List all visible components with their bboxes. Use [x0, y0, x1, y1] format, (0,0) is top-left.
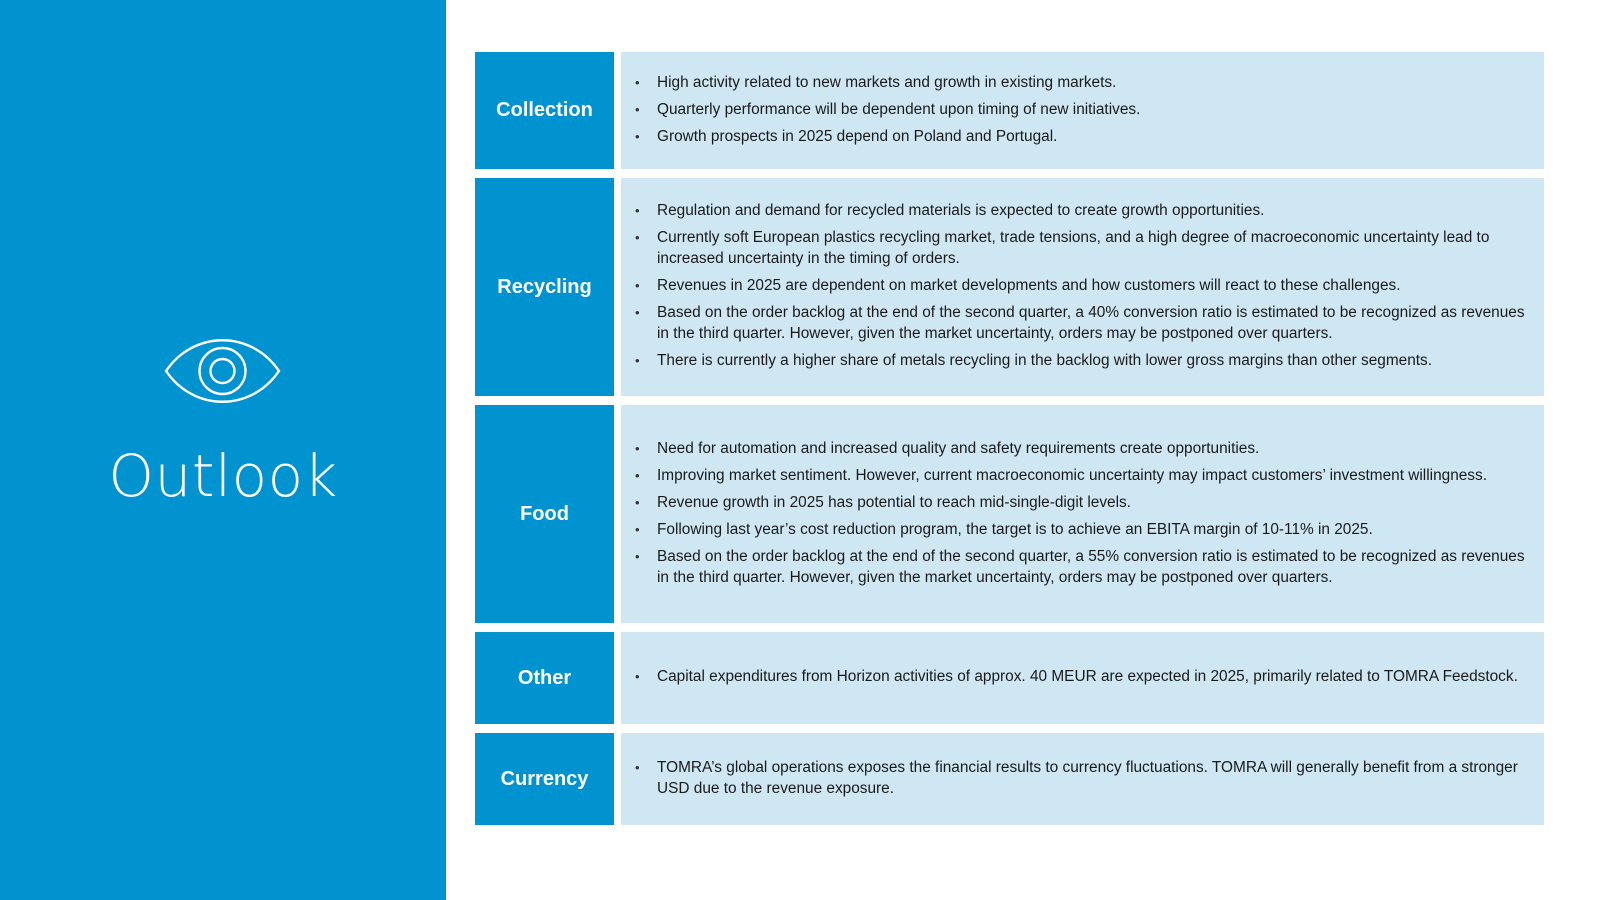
bullet-item: • Based on the order backlog at the end of the second quarter, a 40% conversion ratio is estimated to be recognized as revenues in the third quarter. However, given the market uncertainty, orders may be postponed over quarters. [633, 302, 1532, 344]
outlook-row-food [475, 405, 1544, 623]
left-panel [0, 0, 446, 900]
row-label: Other [475, 632, 614, 724]
bullet-item: • Revenues in 2025 are dependent on market developments and how customers will react to these challenges. [633, 275, 1532, 296]
bullet-list [633, 435, 1532, 594]
row-content [621, 632, 1544, 724]
row-content [621, 178, 1544, 396]
bullet-item: • Currently soft European plastics recycling market, trade tensions, and a high degree of macroeconomic uncertainty lead to increased uncertainty in the timing of orders. [633, 227, 1532, 269]
bullet-item: • Following last year’s cost reduction program, the target is to achieve an EBITA margin of 10-11% in 2025. [633, 519, 1532, 540]
bullet-item: • Improving market sentiment. However, current macroeconomic uncertainty may impact customers’ investment willingness. [633, 465, 1532, 486]
bullet-item: • TOMRA’s global operations exposes the financial results to currency fluctuations. TOMRA will generally benefit from a stronger USD due to the revenue exposure. [633, 757, 1532, 799]
bullet-item: • High activity related to new markets and growth in existing markets. [633, 72, 1532, 93]
row-label: Food [475, 405, 614, 623]
row-content [621, 405, 1544, 623]
row-label: Collection [475, 52, 614, 169]
bullet-item: • Capital expenditures from Horizon activities of approx. 40 MEUR are expected in 2025, primarily related to TOMRA Feedstock. [633, 666, 1532, 687]
eye-icon [164, 338, 281, 404]
row-label: Currency [475, 733, 614, 825]
row-label: Recycling [475, 178, 614, 396]
bullet-item: • Based on the order backlog at the end of the second quarter, a 55% conversion ratio is estimated to be recognized as revenues in the third quarter. However, given the market uncertainty, orders may be postponed over quarters. [633, 546, 1532, 588]
bullet-list [633, 69, 1532, 153]
bullet-item: • There is currently a higher share of metals recycling in the backlog with lower gross margins than other segments. [633, 350, 1532, 371]
bullet-item: • Quarterly performance will be dependent upon timing of new initiatives. [633, 99, 1532, 120]
outlook-row-other [475, 632, 1544, 724]
bullet-list [633, 663, 1532, 693]
outlook-row-currency [475, 733, 1544, 825]
bullet-item: • Need for automation and increased quality and safety requirements create opportunities. [633, 438, 1532, 459]
outlook-row-collection [475, 52, 1544, 169]
bullet-item: • Growth prospects in 2025 depend on Poland and Portugal. [633, 126, 1532, 147]
bullet-list [633, 754, 1532, 805]
outlook-row-recycling [475, 178, 1544, 396]
page-title: Outlook [108, 442, 338, 510]
row-content [621, 733, 1544, 825]
bullet-item: • Regulation and demand for recycled materials is expected to create growth opportunities. [633, 200, 1532, 221]
row-content [621, 52, 1544, 169]
bullet-item: • Revenue growth in 2025 has potential to reach mid-single-digit levels. [633, 492, 1532, 513]
bullet-list [633, 197, 1532, 377]
